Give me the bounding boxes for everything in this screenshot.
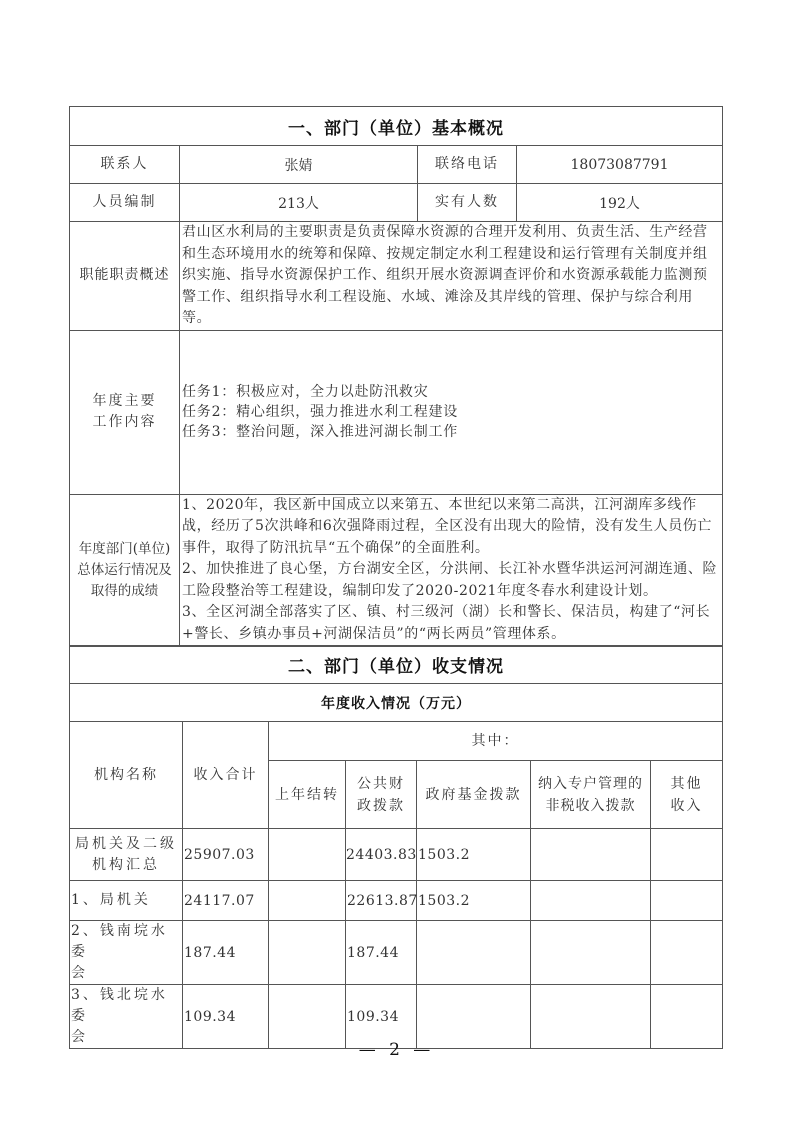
result-item: 2、加快推进了良心堡，方台湖安全区，分洪闸、长江补水暨华洪运河河湖连通、险工险段整治等工程建设，编制印发了2020-2021年度冬春水利建设计划。 [182,561,718,599]
staff-quota-value: 213人 [180,184,418,222]
gov-fund-cell: 1503.2 [417,881,531,921]
income-subtitle: 年度收入情况（万元） [70,684,723,722]
col-header-public-finance [346,761,417,829]
results-label-line1: 年度部门(单位) [78,540,171,557]
section2-title: 二、部门（单位）收支情况 [70,646,723,684]
col-header-nontax-line2: 非税收入拨款 [545,797,636,814]
task-item: 任务3：整治问题，深入推进河湖长制工作 [182,424,459,440]
public-finance-cell: 187.44 [346,921,417,985]
carryover-cell [269,881,346,921]
public-finance-cell: 24403.83 [346,829,417,881]
other-cell [651,881,723,921]
staff-quota-label: 人员编制 [70,184,180,222]
col-header-other [651,761,723,829]
results-text [180,494,723,646]
col-header-public-finance-line1: 公共财 [357,775,405,792]
col-header-nontax-line1: 纳入专户管理的 [538,775,643,792]
col-header-gov-fund: 政府基金拨款 [417,761,531,829]
duties-label: 职能职责概述 [70,222,180,331]
nontax-cell [531,829,651,881]
col-header-of-which: 其中： [269,722,723,761]
other-cell [651,829,723,881]
result-item: 1、2020年，我区新中国成立以来第五、本世纪以来第二高洪，江河湖库多线作战，经历了5次洪峰和6次强降雨过程，全区没有出现大的险情，没有发生人员伤亡事件，取得了防汛抗旱“五个确保”的全面胜利。 [182,496,713,556]
nontax-cell [531,985,651,1049]
total-cell: 25907.03 [183,829,269,881]
col-header-total: 收入合计 [183,722,269,829]
tasks-list [180,330,723,494]
page-number: — 2 — [358,1040,435,1060]
org-name-line1: 3、钱北垸水委 [71,987,168,1024]
org-name-cell: 1、局机关 [70,881,183,921]
org-name-cell [70,985,183,1049]
org-name-cell [70,921,183,985]
public-finance-cell: 22613.87 [346,881,417,921]
nontax-cell [531,881,651,921]
other-cell [651,985,723,1049]
col-header-public-finance-line2: 政拨款 [357,797,405,814]
org-name-line1: 2、钱南垸水委 [71,923,168,960]
results-label [70,494,180,646]
col-header-other-line2: 收入 [670,797,703,814]
public-finance-cell: 109.34 [346,985,417,1049]
contact-value: 张婧 [180,146,418,184]
total-cell: 24117.07 [183,881,269,921]
phone-label: 联络电话 [418,146,517,184]
tasks-label [70,330,180,494]
table-row [70,985,723,1049]
actual-staff-label: 实有人数 [418,184,517,222]
result-item: 3、全区河湖全部落实了区、镇、村三级河（湖）长和警长、保洁员，构建了“河长+警长、乡镇办事员+河湖保洁员”的“两长两员”管理体系。 [182,604,711,642]
org-name-line1: 局机关及二级 [75,835,177,852]
tasks-label-line2: 工作内容 [92,414,157,430]
col-header-org-name: 机构名称 [70,722,183,829]
col-header-nontax [531,761,651,829]
results-label-line3: 取得的成绩 [90,582,159,599]
carryover-cell [269,829,346,881]
gov-fund-cell [417,985,531,1049]
org-name-line2: 会 [71,965,88,981]
actual-staff-value: 192人 [517,184,723,222]
col-header-other-line1: 其他 [670,775,703,792]
gov-fund-cell [417,921,531,985]
task-item: 任务2：精心组织，强力推进水利工程建设 [182,404,459,420]
table-row [70,829,723,881]
other-cell [651,921,723,985]
nontax-cell [531,921,651,985]
task-item: 任务1：积极应对，全力以赴防汛救灾 [182,384,429,400]
results-label-line2: 总体运行情况及 [77,561,172,578]
gov-fund-cell: 1503.2 [417,829,531,881]
duties-text: 君山区水利局的主要职责是负责保障水资源的合理开发利用、负责生活、生产经营和生态环境用水的统筹和保障、按规定制定水利工程建设和运行管理有关制度并组织实施、指导水资源保护工作、组织开展水资源调查评价和水资源承载能力监测预警工作、组织指导水利工程设施、水域、滩涂及其岸线的管理、保护与综合利用等。 [180,222,723,331]
carryover-cell [269,921,346,985]
tasks-label-line1: 年度主要 [92,393,157,409]
col-header-carryover: 上年结转 [269,761,346,829]
total-cell: 109.34 [183,985,269,1049]
org-name-line2: 会 [71,1029,88,1045]
org-name-line2: 机构汇总 [92,856,160,873]
basic-info-table [69,106,723,647]
table-row [70,881,723,921]
income-table [69,645,723,1049]
phone-value: 18073087791 [517,146,723,184]
contact-label: 联系人 [70,146,180,184]
org-name-cell [70,829,183,881]
table-row [70,921,723,985]
carryover-cell [269,985,346,1049]
total-cell: 187.44 [183,921,269,985]
section1-title: 一、部门（单位）基本概况 [70,107,723,146]
